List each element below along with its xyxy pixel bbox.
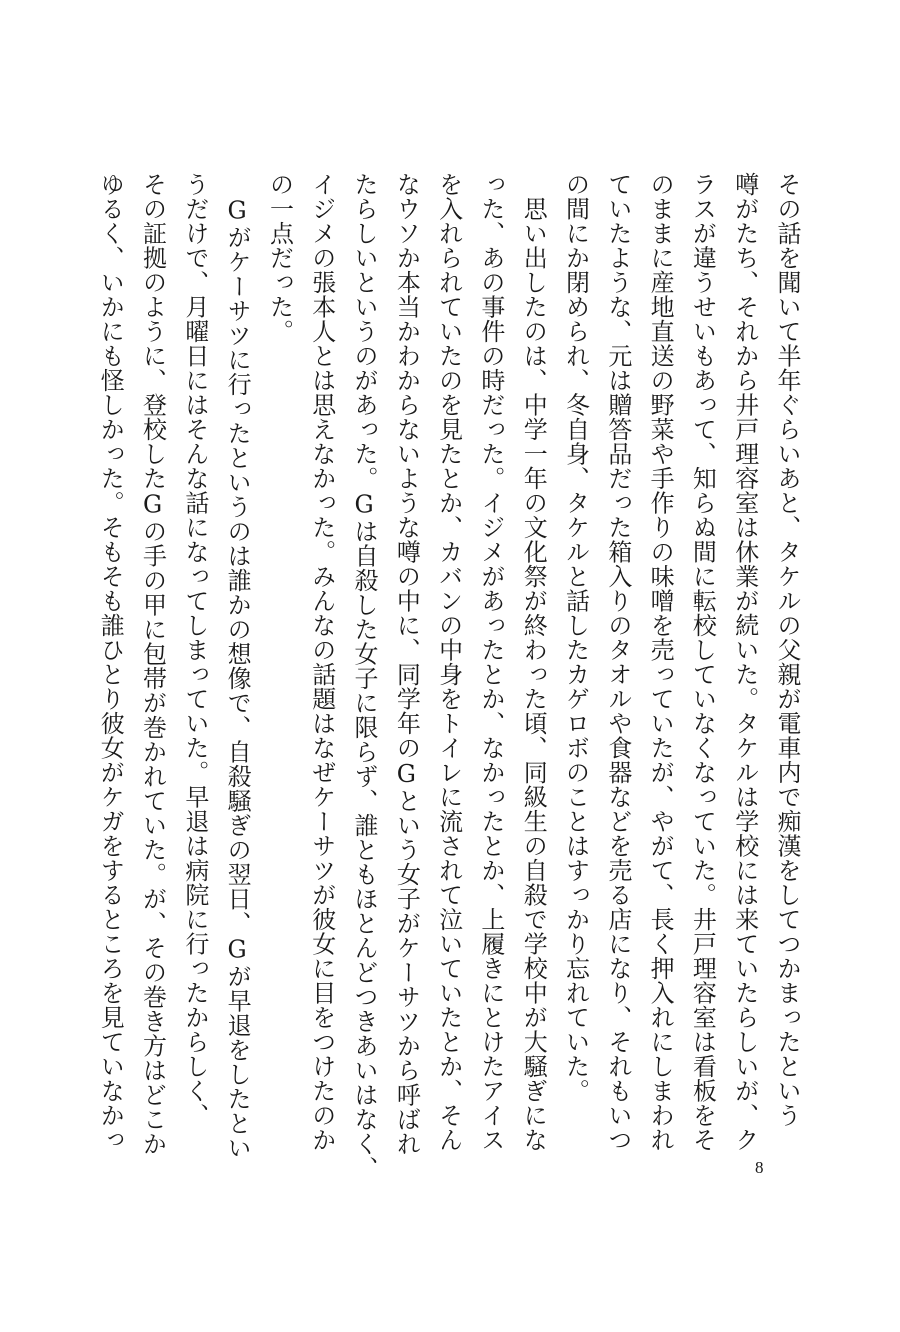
text-column: うだけで、月曜日にはそんな話になってしまっていた。早退は病院に行ったからしく、 xyxy=(180,172,209,1128)
text-column: なウソか本当かわからないような噂の中に、同学年のGという女子がケーサツから呼ばれ xyxy=(392,172,421,1156)
text-column: の一点だった。 xyxy=(265,172,294,344)
text-column: ゆるく、いかにも怪しかった。そもそも誰ひとり彼女がケガをするところを見ていなかっ xyxy=(96,172,125,1152)
text-column: 思い出したのは、中学一年の文化祭が終わった頃、同級生の自殺で学校中が大騒ぎにな xyxy=(519,172,548,1152)
text-column: Gがケーサツに行ったというのは誰かの想像で、自殺騒ぎの翌日、Gが早退をしたとい xyxy=(223,172,252,1160)
page-number: 8 xyxy=(755,1158,764,1177)
text-column: たらしいというのがあった。Gは自殺した女子に限らず、誰ともほとんどつきあいはなく、 xyxy=(350,172,379,1181)
text-column: を入れられていたのを見たとか、カバンの中身をトイレに流されて泣いていたとか、そん xyxy=(434,172,463,1152)
text-column: ていたような、元は贈答品だった箱入りのタオルや食器などを売る店になり、それもいつ xyxy=(603,172,632,1152)
text-column: その話を聞いて半年ぐらいあと、タケルの父親が電車内で痴漢をしてつかまったという xyxy=(773,172,801,1128)
text-column: イジメの張本人とは思えなかった。みんなの話題はなぜケーサツが彼女に目をつけたのか xyxy=(307,172,336,1152)
vertical-body-text xyxy=(89,172,808,1181)
text-column: った、あの事件の時だった。イジメがあったとか、なかったとか、上履きにとけたアイス xyxy=(476,172,505,1152)
text-column: 噂がたち、それから井戸理容室は休業が続いた。タケルは学校には来ていたらしいが、ク xyxy=(730,172,759,1152)
text-column: ラスが違うせいもあって、知らぬ間に転校していなくなっていた。井戸理容室は看板をそ xyxy=(688,172,717,1152)
text-column: の間にか閉められ、冬自身、タケルと話したカゲロボのことはすっかり忘れていた。 xyxy=(561,172,590,1103)
text-column: その証拠のように、登校したGの手の甲に包帯が巻かれていた。が、その巻き方はどこか xyxy=(138,172,167,1156)
text-column: のままに産地直送の野菜や手作りの味噌を売っていたが、やがて、長く押入れにしまわれ xyxy=(646,172,675,1152)
